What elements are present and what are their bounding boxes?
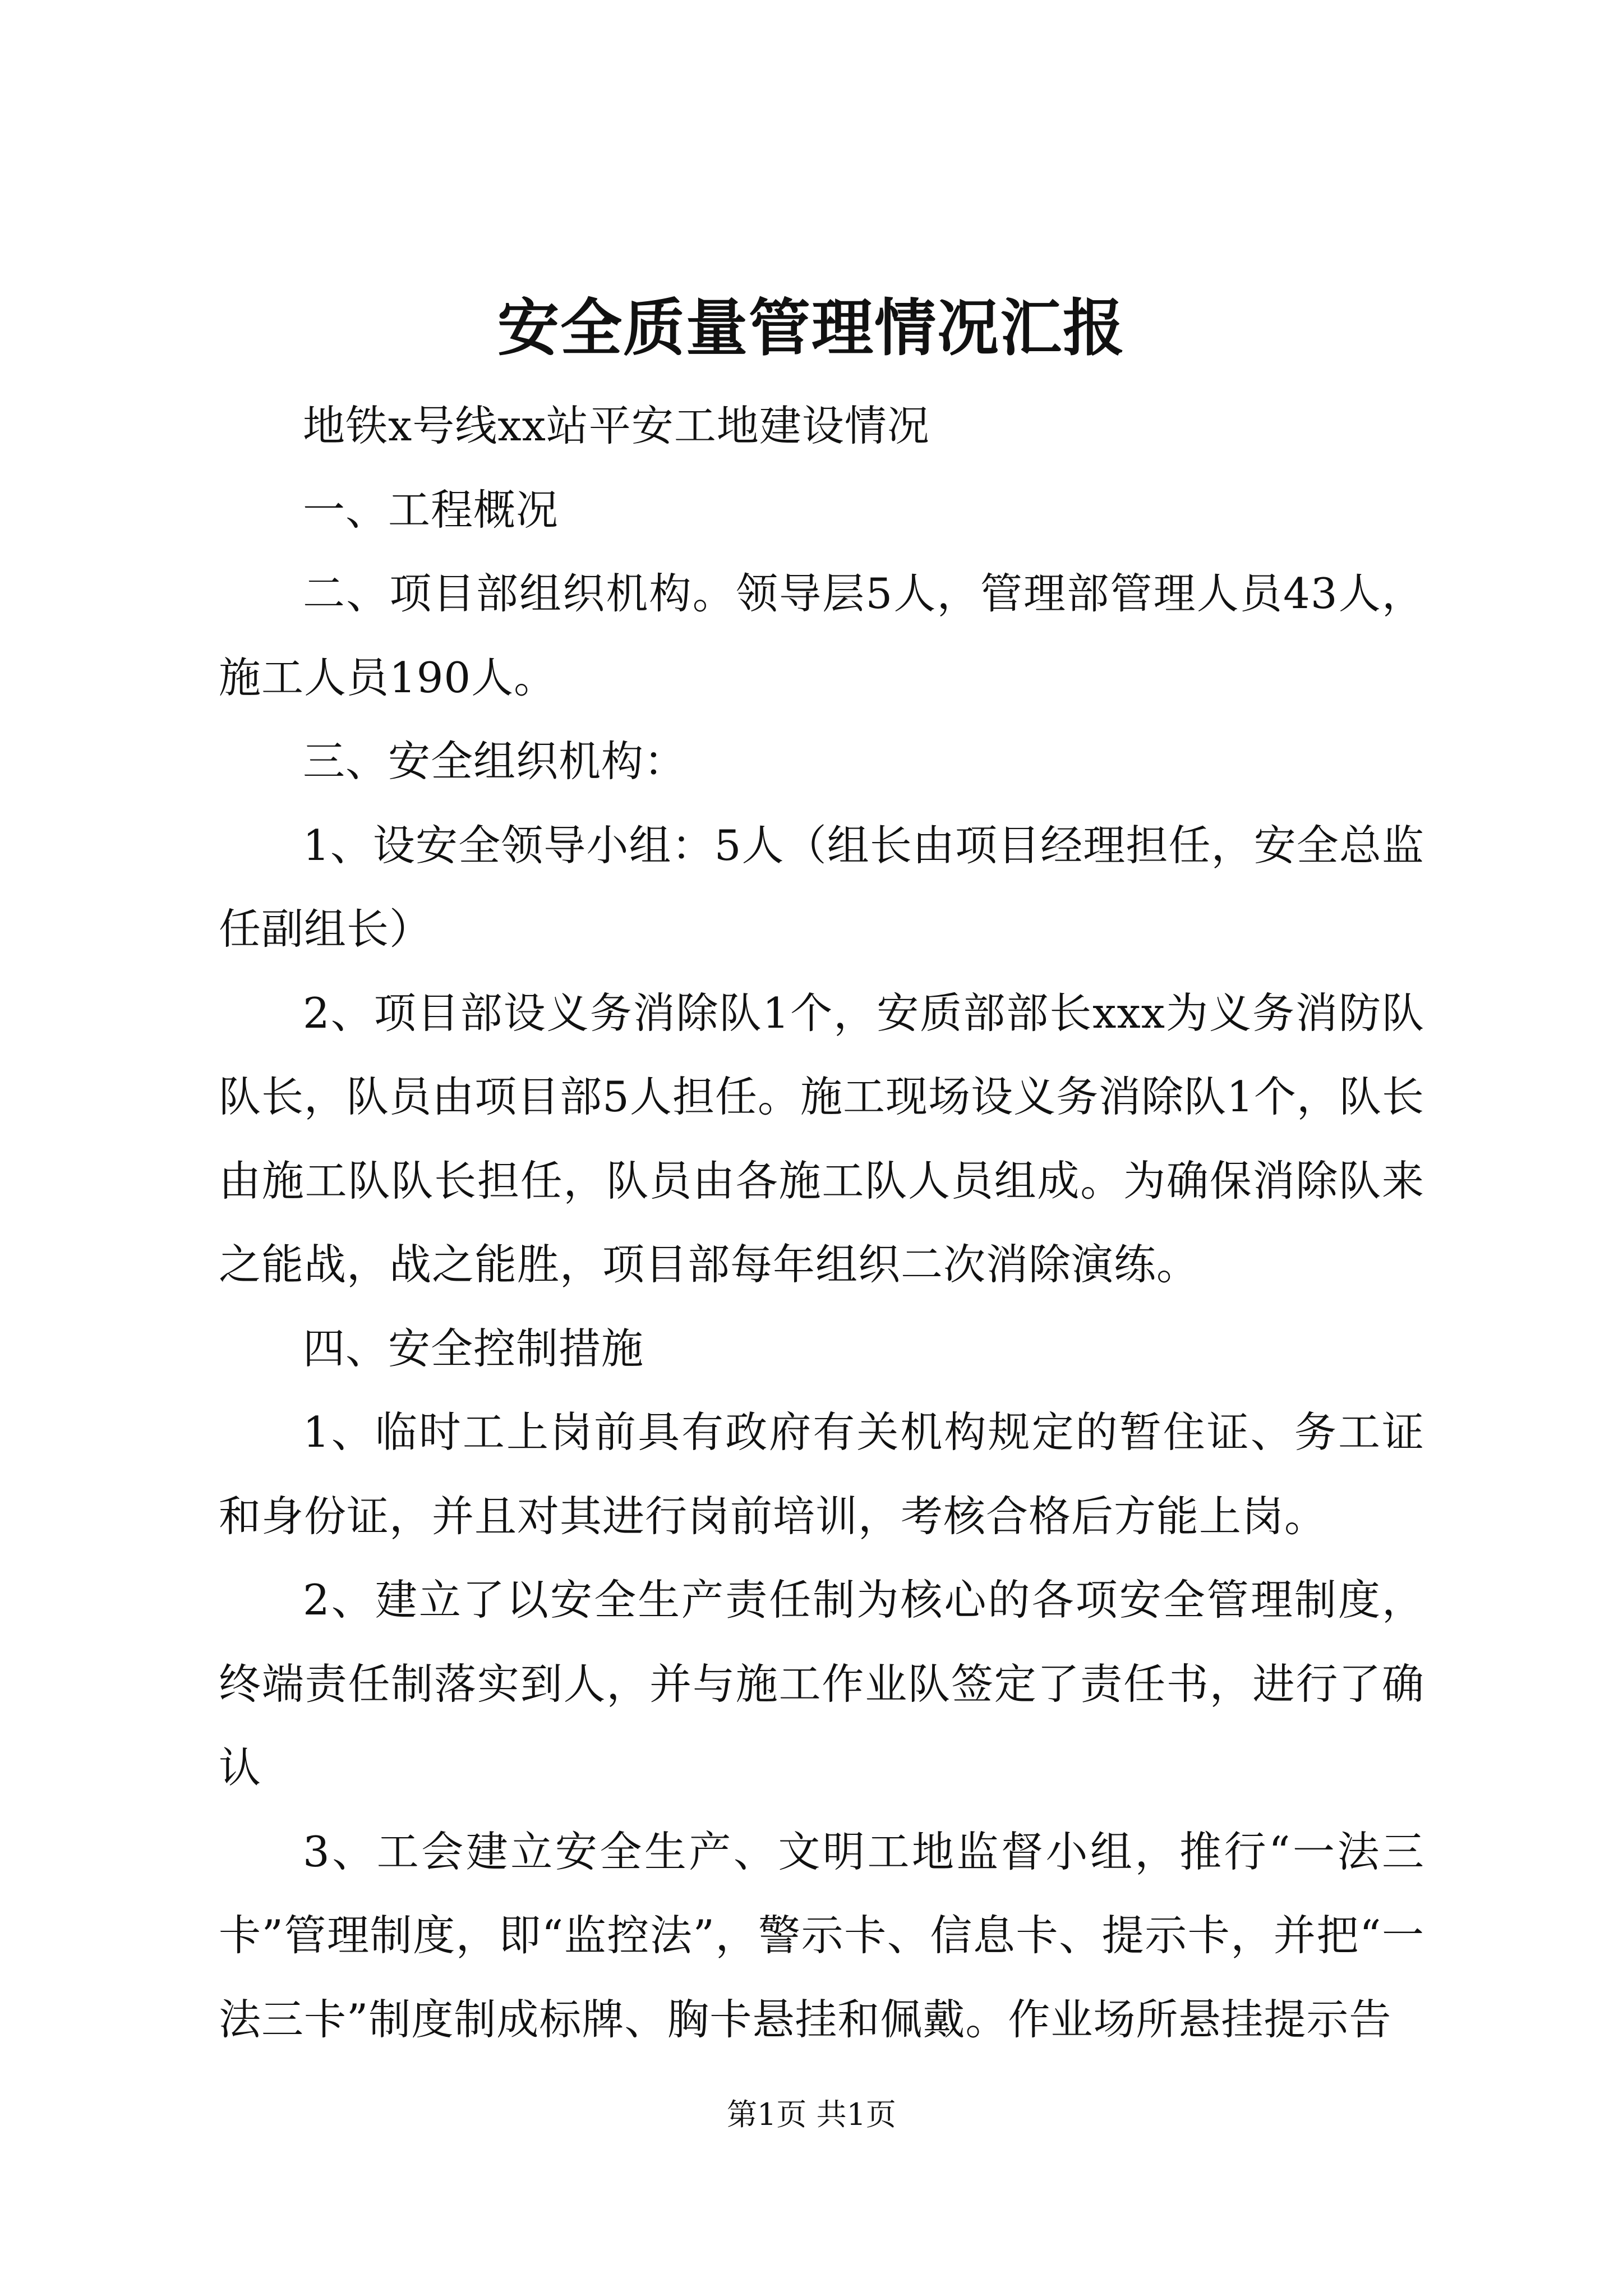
paragraph-item-4-3: 3、工会建立安全生产、文明工地监督小组，推行“一法三卡”管理制度，即“监控法”，警示卡、信息卡、提示卡，并把“一法三卡”制度制成标牌、胸卡悬挂和佩戴。作业场所悬挂提示告	[219, 1826, 1424, 2044]
paragraph-section-2: 二、项目部组织机构。领导层5人，管理部管理人员43人，施工人员190人。	[219, 569, 1424, 702]
document-title: 安全质量管理情况汇报	[497, 292, 1126, 364]
paragraph-item-4-1: 1、临时工上岗前具有政府有关机构规定的暂住证、务工证和身份证，并且对其进行岗前培训，考核合格后方能上岗。	[219, 1407, 1424, 1541]
paragraph-item-3-1: 1、设安全领导小组：5人（组长由项目经理担任，安全总监任副组长）	[219, 820, 1424, 954]
document-body	[219, 384, 1424, 2062]
page-footer: 第1页 共1页	[727, 2097, 896, 2132]
paragraph-section-4: 四、安全控制措施	[303, 1323, 644, 1373]
paragraph-section-3: 三、安全组织机构：	[303, 737, 687, 786]
paragraph-item-3-2: 2、项目部设义务消除队1个，安质部部长xxx为义务消防队队长，队员由项目部5人担任。施工现场设义务消除队1个，队长由施工队队长担任，队员由各施工队人员组成。为确保消除队来之能战，战之能胜，项目部每年组织二次消除演练。	[219, 988, 1424, 1289]
paragraph-item-4-2: 2、建立了以安全生产责任制为核心的各项安全管理制度，终端责任制落实到人，并与施工作业队签定了责任书，进行了确认	[219, 1575, 1424, 1792]
paragraph-section-1: 一、工程概况	[303, 485, 559, 535]
paragraph-subtitle: 地铁x号线xx站平安工地建设情况	[303, 401, 930, 450]
